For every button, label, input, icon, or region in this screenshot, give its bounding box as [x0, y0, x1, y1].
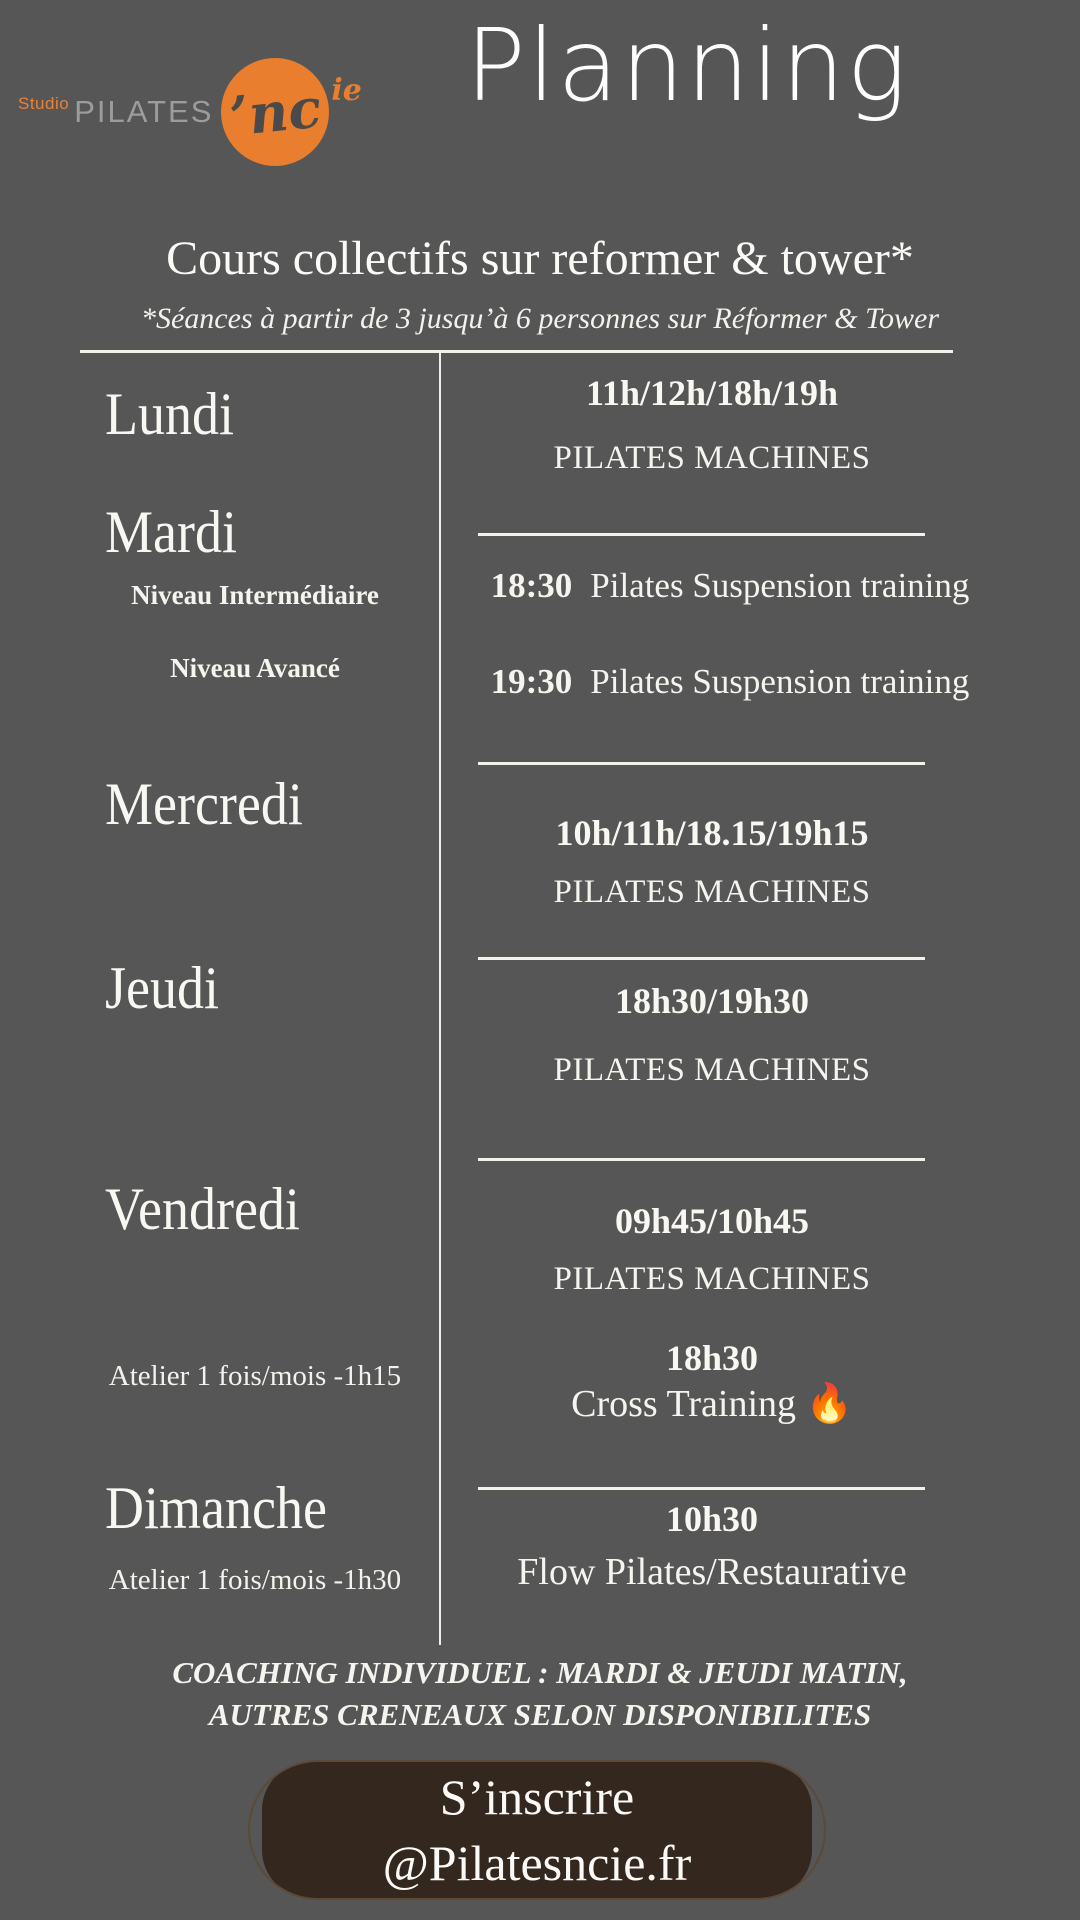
divider-row-vendredi-dimanche [478, 1487, 925, 1490]
lundi-class-name: PILATES MACHINES [553, 440, 871, 476]
signup-button[interactable] [262, 1762, 812, 1898]
mardi-slot1-name: Pilates Suspension training [590, 566, 970, 605]
divider-row-lundi-mardi [478, 533, 925, 536]
day-label-lundi: Lundi [105, 381, 234, 447]
vendredi-atelier-note: Atelier 1 fois/mois -1h15 [108, 1360, 402, 1392]
mercredi-times: 10h/11h/18.15/19h15 [555, 813, 869, 853]
divider-vertical-columns [439, 353, 441, 1645]
dimanche-time: 10h30 [665, 1499, 759, 1539]
signup-button-label: S’inscrire [439, 1769, 635, 1825]
logo-nc-script: ’nc [226, 75, 324, 149]
vendredi-workshop-name [452, 1382, 972, 1426]
logo-studio-text: Studio [18, 94, 70, 113]
section-title: Cours collectifs sur reformer & tower* [166, 232, 914, 285]
coaching-note-line2: AUTRES CRENEAUX SELON DISPONIBILITES [208, 1697, 872, 1732]
divider-row-mercredi-jeudi [478, 957, 925, 960]
jeudi-class-name: PILATES MACHINES [553, 1052, 871, 1088]
mardi-slot2-name: Pilates Suspension training [590, 662, 970, 701]
mardi-slot2-time: 19:30 [490, 662, 573, 701]
day-label-mardi: Mardi [105, 499, 237, 565]
cross-training-label: Cross Training [571, 1383, 797, 1425]
divider-row-jeudi-vendredi [478, 1158, 925, 1161]
lundi-times: 11h/12h/18h/19h [585, 373, 839, 413]
fire-icon: 🔥 [805, 1383, 853, 1425]
divider-horizontal-main [80, 350, 953, 353]
mardi-slot-1830 [452, 566, 1008, 606]
vendredi-class-name: PILATES MACHINES [553, 1261, 871, 1297]
mardi-slot-1930 [452, 662, 1008, 702]
mardi-level-advanced: Niveau Avancé [170, 653, 340, 683]
dimanche-atelier-note: Atelier 1 fois/mois -1h30 [108, 1564, 402, 1596]
mercredi-class-name: PILATES MACHINES [553, 874, 871, 910]
divider-row-mardi-mercredi [478, 762, 925, 765]
logo-ie-script: ie [331, 72, 362, 108]
vendredi-workshop-time: 18h30 [665, 1338, 759, 1378]
dimanche-class-name: Flow Pilates/Restaurative [517, 1551, 907, 1593]
day-label-jeudi: Jeudi [105, 955, 219, 1021]
vendredi-times: 09h45/10h45 [614, 1201, 810, 1241]
section-subtitle: *Séances à partir de 3 jusqu’à 6 personnes sur Réformer & Tower [140, 302, 940, 335]
mardi-level-intermediate: Niveau Intermédiaire [131, 580, 379, 610]
page-title: Planning [465, 7, 909, 124]
coaching-note-line1: COACHING INDIVIDUEL : MARDI & JEUDI MATIN, [172, 1655, 908, 1690]
jeudi-times: 18h30/19h30 [614, 981, 810, 1021]
day-label-mercredi: Mercredi [105, 771, 303, 837]
mardi-slot1-time: 18:30 [490, 566, 573, 605]
logo-pilates-text: PILATES [74, 94, 214, 129]
signup-button-handle: @Pilatesncie.fr [382, 1835, 692, 1891]
day-label-dimanche: Dimanche [105, 1475, 327, 1541]
day-label-vendredi: Vendredi [105, 1176, 300, 1242]
